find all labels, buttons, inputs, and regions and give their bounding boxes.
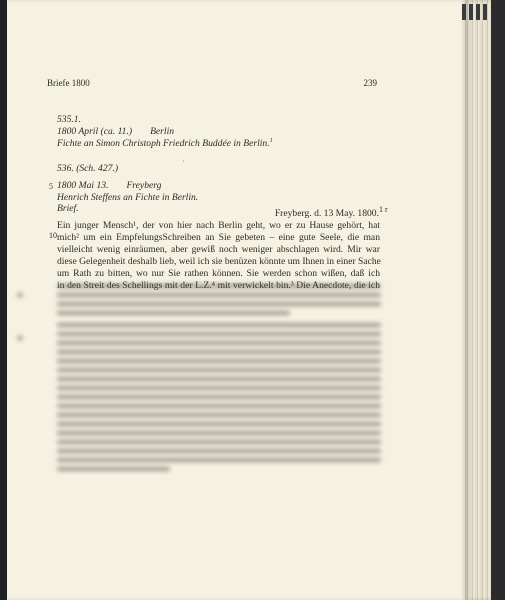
entry-536-place: Freyberg bbox=[126, 180, 162, 191]
entry-536-dateline bbox=[57, 180, 377, 192]
letter-dateline: Freyberg. d. 13 May. 1800. bbox=[274, 208, 379, 219]
scan-registration-marks bbox=[460, 4, 500, 22]
entry-535-subject: Fichte an Simon Christoph Friedrich Buddée in Berlin.$^1$ bbox=[57, 137, 273, 149]
running-head bbox=[47, 78, 377, 88]
blurred-footnotes bbox=[57, 284, 381, 498]
letter-line: um Rath zu bitten, wo nur Sie rathen können. Sie werden schon wißen, daß ich bbox=[57, 268, 380, 279]
entry-535-dateline bbox=[57, 126, 377, 138]
entry-536-date: 1800 Mai 13. bbox=[57, 180, 109, 191]
scan-backdrop-right bbox=[491, 0, 505, 600]
book-page bbox=[7, 0, 465, 600]
blurred-margin-mark bbox=[17, 292, 23, 298]
line-number-10: 10 bbox=[49, 231, 57, 240]
entry-535-date: 1800 April (ca. 11.) bbox=[57, 126, 133, 137]
folio-mark: 1 r bbox=[379, 205, 388, 214]
letter-line: vielleicht wenig einräumen, aber gewiß noch weniger abschlagen wird. Mir war bbox=[57, 244, 380, 255]
speck: · bbox=[182, 157, 185, 166]
letter-line: mich² um ein EmpfelungsSchreiben an Sie gebeten – eine gute Seele, die man bbox=[57, 232, 380, 243]
page-number: 239 bbox=[363, 78, 377, 88]
letter-line: diese Gelegenheit deshalb lieb, weil ich sie benüzen könnte um Ihnen in einer Sache bbox=[57, 256, 381, 267]
running-head-title: Briefe 1800 bbox=[47, 78, 90, 88]
line-number-5: 5 bbox=[49, 182, 53, 191]
blurred-margin-mark bbox=[17, 335, 23, 341]
letter-line: Ein junger Mensch¹, der von hier nach Berlin geht, wo er zu Hause gehört, hat bbox=[57, 220, 380, 231]
scan-backdrop bbox=[0, 0, 7, 600]
entry-536-subject: Henrich Steffens an Fichte in Berlin. bbox=[57, 192, 199, 203]
entry-535-place: Berlin bbox=[150, 126, 175, 137]
entry-536-type: Brief. bbox=[57, 203, 79, 214]
book-spine bbox=[465, 0, 491, 600]
entry-536-number: 536. (Sch. 427.) bbox=[57, 163, 119, 174]
entry-535-number: 535.1. bbox=[57, 114, 81, 125]
